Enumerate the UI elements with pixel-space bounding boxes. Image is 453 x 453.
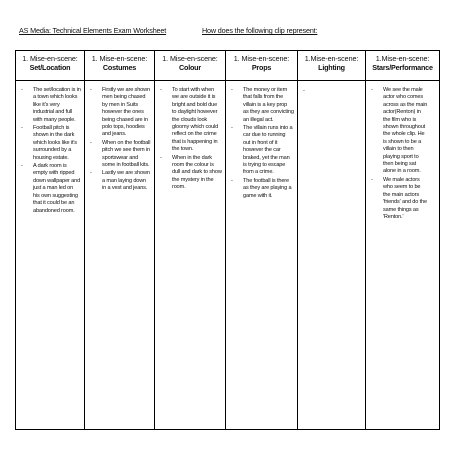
header-set-location: [16, 51, 85, 81]
list-item: - We see the male actor who comes across as the main actor(Renton) in the film who is shown throughout the whole clip. He is shown to be a villain to then playing sport to then being sat alone in a room.: [369, 87, 436, 176]
header-costumes: [85, 51, 155, 81]
worksheet-table: [15, 50, 440, 430]
column-heading: Lighting: [318, 63, 345, 72]
list-item: - The money or item that falls from the villain is a key prop as they are convicting an illegal act.: [229, 87, 294, 124]
worksheet-title-row: [19, 26, 439, 38]
bullet-list: [229, 87, 294, 200]
header-props: [226, 51, 298, 81]
cell-lighting: [298, 81, 366, 430]
bullet-list: [19, 87, 81, 215]
body-row: [16, 81, 440, 430]
header-colour: [155, 51, 226, 81]
column-heading: Colour: [179, 63, 201, 72]
list-item: - A dark room is empty with ripped down wallpaper and just a man led on his own suggesting that it could be an abandoned room.: [19, 163, 81, 215]
list-item: - To start with when we are outside it is bright and bold due to daylight however the clouds look gloomy which could reflect on the crime that is happening in the town.: [158, 87, 222, 154]
list-item: - When in the dark room the colour is dull and dark to show the mystery in the room.: [158, 155, 222, 192]
list-item: - The villain runs into a car due to running out in front of it however the car braked, yet the man is trying to escape from a crime.: [229, 125, 294, 177]
column-heading: Set/Location: [29, 63, 71, 72]
cell-set-location: [16, 81, 85, 430]
column-number-label: 1.Mise-en-scene:: [304, 54, 359, 63]
worksheet-title: AS Media: Technical Elements Exam Worksheet: [19, 26, 167, 35]
column-number-label: 1. Mise-en-scene:: [91, 54, 148, 63]
column-number-label: 1.Mise-en-scene:: [375, 54, 430, 63]
bullet-list: [158, 87, 222, 192]
bullet-list: [369, 87, 436, 221]
list-item: - Football pitch is shown in the dark which looks like it's surrounded by a housing estate.: [19, 125, 81, 162]
column-number-label: 1. Mise-en-scene:: [233, 54, 290, 63]
header-lighting: [298, 51, 366, 81]
cell-colour: [155, 81, 226, 430]
list-item: - Firstly we are shown men being chased by men in Suits however the ones being chased are in polo tops, hoodies and jeans.: [88, 87, 151, 139]
cell-stars-performance: [366, 81, 440, 430]
list-item: - The football is there as they are playing a game with it.: [229, 178, 294, 200]
list-item: - Lastly we are shown a man laying down in a vest and jeans.: [88, 170, 151, 192]
list-item: - The set/location is in a town which looks like it's very industrial and full with many people.: [19, 87, 81, 124]
column-heading: Stars/Performance: [372, 63, 433, 72]
list-item: - We male actors who seem to be the main actors 'friends' and do the same things as 'Renton.': [369, 177, 436, 221]
list-item: - When on the football pitch we see them in sportswear and some in football kits.: [88, 140, 151, 170]
column-heading: Costumes: [102, 63, 137, 72]
header-row: [16, 51, 440, 81]
cell-costumes: [85, 81, 155, 430]
worksheet-question: How does the following clip represent:: [202, 26, 318, 35]
header-stars-performance: [366, 51, 440, 81]
column-number-label: 1. Mise-en-scene:: [22, 54, 78, 63]
cell-props: [226, 81, 298, 430]
bullet-list: [88, 87, 151, 193]
column-heading: Props: [251, 63, 272, 72]
column-number-label: 1. Mise-en-scene:: [162, 54, 218, 63]
